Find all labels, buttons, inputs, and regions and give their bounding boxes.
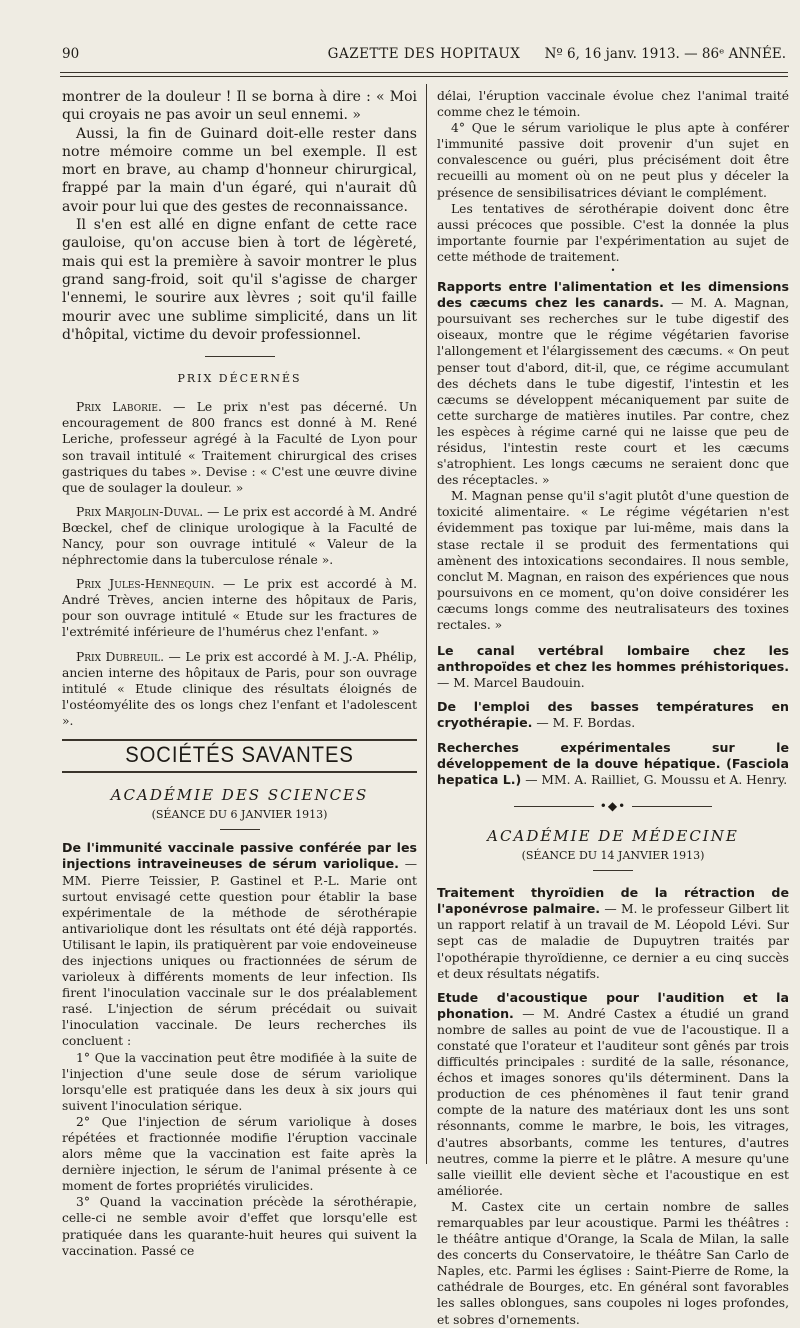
paragraph: 2° Que l'injection de sérum variolique à doses répétées et fractionnée modifie l'éruption vaccinale alors même que la vaccination est faite après la dernière injection, le sérum de l'animal présente à ce moment de fortes propriétés virulicides.: [62, 1114, 417, 1194]
paragraph: M. Castex cite un certain nombre de salles remarquables par leur acoustique. Parmi les théâtres : le théâtre antique d'Orange, la Scala de Milan, la salle des concerts du Conservatoire, le théâtre San Carlo de Naples, etc. Parmi les églises : Saint-Pierre de Rome, la cathédrale de Bourges, etc. En général sont favorables les salles oblongues, sans coupoles ni loges profondes, et sobres d'ornements.: [437, 1199, 789, 1327]
divider: [62, 739, 417, 741]
prize-text: — Le prix est accordé à M. André Trèves, ancien interne des hôpitaux de Paris, pour son ouvrage intitulé « Etude sur les fractures de l'extrémité inférieure de l'humérus chez l'enfant. »: [62, 577, 417, 640]
prize-name: Prix Dubreuil.: [76, 649, 164, 664]
prize-entry: [62, 576, 417, 640]
prize-entry: [62, 399, 417, 496]
prize-name: Prix Marjolin-Duval.: [76, 504, 204, 519]
article: [62, 840, 417, 1049]
prize-text: — Le prix est accordé à M. André Bœckel, chef de clinique urologique à la Faculté de Nancy, pour son ouvrage intitulé « Valeur de la néphrectomie dans la tuberculose rénale ».: [62, 504, 417, 568]
column-separator: [426, 84, 427, 1164]
seance-date: (SÉANCE DU 6 JANVIER 1913): [151, 808, 328, 822]
page-number: 90: [62, 46, 80, 62]
prize-entry: [62, 504, 417, 568]
article-text: — M. le professeur Gilbert lit un rapport relatif à un travail de M. Léopold Lévi. Sur sept cas de maladie de Dupuytren traités par l'opothérapie thyroïdienne, ce dernier a eu cinq succès et deux résultats négatifs.: [437, 902, 789, 981]
prize-name: Prix Jules-Hennequin.: [76, 577, 215, 592]
left-column: [62, 88, 417, 1259]
article-heading: Le canal vertébral lombaire chez les anthropoïdes et chez les hommes préhistoriques.: [437, 643, 789, 675]
paragraph: délai, l'éruption vaccinale évolue chez l'animal traité comme chez le témoin.: [437, 89, 789, 120]
article-text: — M. André Castex a étudié un grand nombre de salles au point de vue de l'acoustique. Il a constaté que l'orateur et l'auditeur sont gênés par trois difficultés principales : surdité de la salle, résonance, échos et images sonores qu'ils déterminent. Dans la production de ces phénomènes il faut tenir grand compte de la nature des matériaux dont les uns sont résonnants, comme le marbre, le bois, les vitrages, d'autres absorbants, comme les tentures, d'autres neutres, comme la pierre et le plâtre. A mesure qu'une salle vieillit elle devient sèche et l'acoustique en est améliorée.: [437, 1006, 789, 1198]
academie-title: ACADÉMIE DE MÉDECINE: [487, 826, 739, 845]
article: [437, 885, 789, 982]
divider: [205, 356, 275, 357]
paragraph: Il s'en est allé en digne enfant de cette race gauloise, qu'on accuse bien à tort de légèreté, mais qui est la première à savoir montrer le plus grand sang-froid, soit qu'il s'agisse de charger l'ennemi, le sourire aux lèvres ; soit qu'il faille mourir avec une sublime simplicité, dans un lit d'hôpital, victime du devoir professionnel.: [62, 217, 417, 343]
article-heading: Etude d'acoustique pour l'audition et la phonation.: [437, 989, 789, 1021]
article: [437, 990, 789, 1199]
article-text: ont surtout envisagé cette question pour établir la base expérimentale de la méthode de sérothérapie antivariolique dont les résultats ont été déjà rapportés. Utilisant le lapin, ils pratiquèrent par voie endoveineuse des injections uniques ou fractionnées de sérum de varioleux à différents moments de leur infection. Ils firent l'inoculation vaccinale sur le dos préalablement rasé. L'injection de sérum précédait ou suivait l'inoculation vaccinale. De leurs recherches ils concluent :: [62, 873, 417, 1049]
article: [437, 643, 789, 691]
article-heading: De l'immunité vaccinale passive conférée par les injections intraveineuses de sérum variolique.: [62, 840, 417, 872]
divider: [220, 829, 260, 830]
paragraph: montrer de la douleur ! Il se borna à dire : « Moi qui croyais ne pas avoir un seul ennemi. »: [62, 89, 417, 124]
article-authors: — MM. Pierre Teissier, P. Gastinel et P.-L. Marie: [62, 857, 417, 888]
separator-mark: •: [610, 266, 616, 276]
article: [437, 279, 789, 488]
prize-name: Prix Laborie.: [76, 400, 162, 415]
prize-entry: [62, 649, 417, 729]
right-column: [437, 88, 789, 1328]
seance-date: (SÉANCE DU 14 JANVIER 1913): [521, 849, 705, 863]
article-heading: Recherches expérimentales sur le développement de la douve hépatique. (Fasciola hepatica L.): [437, 739, 789, 787]
header-rule: [60, 72, 788, 73]
header-rule: [60, 76, 788, 77]
article-authors: — M. A. Magnan,: [671, 296, 789, 311]
article: [437, 699, 789, 731]
article-authors: — MM. A. Railliet, G. Moussu et A. Henry.: [525, 772, 788, 787]
divider: [62, 771, 417, 773]
paragraph: Les tentatives de sérothérapie doivent donc être aussi précoces que possible. C'est la donnée la plus importante fournie par l'expérimentation au sujet de cette méthode de traitement.: [437, 201, 789, 264]
paragraph: M. Magnan pense qu'il s'agit plutôt d'une question de toxicité alimentaire. « Le régime végétarien n'est évidemment pas toxique par lui-même, mais dans la stase rectale il se produit des fermentations qui amènent des intoxications secondaires. Il nous semble, conclut M. Magnan, en raison des expériences que nous poursuivons en ce moment, qu'on doive considérer les cæcums longs comme des neutralisateurs des toxines rectales. »: [437, 489, 789, 632]
article-heading: De l'emploi des basses températures en cryothérapie.: [437, 699, 789, 731]
divider: [593, 870, 633, 871]
article-authors: — M. F. Bordas.: [536, 716, 636, 731]
paragraph: 1° Que la vaccination peut être modifiée à la suite de l'injection d'une seule dose de sérum variolique lorsqu'elle est pratiquée dans les deux à six jours qui suivent l'inoculation sérique.: [62, 1050, 417, 1113]
paragraph: 3° Quand la vaccination précède la sérothérapie, celle-ci ne semble avoir d'effet que lorsqu'elle est pratiquée dans les quarante-huit heures qui suivent la vaccination. Passé ce: [62, 1195, 417, 1258]
page-header: [62, 46, 786, 66]
article-heading: Traitement thyroïdien de la rétraction de l'aponévrose palmaire.: [437, 885, 789, 917]
prize-text: — Le prix est accordé à M. J.-A. Phélip, ancien interne des hôpitaux de Paris, pour son ouvrage intitulé « Etude clinique des résultats éloignés de l'ostéomyélite des os longs chez l'enfant et l'adolescent ».: [62, 649, 417, 728]
ornament-divider: •◆•: [437, 798, 789, 814]
prize-text: — Le prix n'est pas décerné. Un encouragement de 800 francs est donné à M. René Leriche, professeur agrégé à la Faculté de Lyon pour son travail intitulé « Traitement chirurgical des crises gastriques du tabes ». Devise : « C'est une œuvre divine que de soulager la douleur. »: [62, 400, 417, 495]
article: [437, 740, 789, 788]
paragraph: Aussi, la fin de Guinard doit-elle rester dans notre mémoire comme un bel exemple. Il est mort en brave, au champ d'honneur chirurgical, frappé par la main d'un égaré, qui n'aurait dû avoir pour lui que des gestes de reconnaissance.: [62, 125, 417, 215]
article-authors: — M. Marcel Baudouin.: [437, 676, 585, 691]
section-title: PRIX DÉCERNÉS: [177, 372, 302, 386]
issue-info: Nº 6, 16 janv. 1913. — 86ᵉ ANNÉE.: [544, 46, 786, 62]
article-text: poursuivant ses recherches sur le tube digestif des oiseaux, montre que le régime végétarien favorise l'allongement et l'élargissement des cæcums. « On peut penser tout d'abord, dit-il, que, ce régime accumulant des déchets dans le tube digestif, l'intestin et les cæcums se développent mécaniquement par suite de cette surcharge de matières inutiles. Par contre, chez les espèces à régime carné qui ne laisse que peu de résidus, l'intestin reste court et les cæcums s'atrophient. Les longs cæcums ne seraient donc que des réceptacles. »: [437, 312, 789, 488]
article-heading: Rapports entre l'alimentation et les dimensions des cæcums chez les canards.: [437, 279, 789, 311]
academie-title: ACADÉMIE DES SCIENCES: [110, 786, 369, 805]
journal-title: GAZETTE DES HOPITAUX: [327, 46, 521, 62]
societes-title: SOCIÉTÉS SAVANTES: [125, 742, 354, 768]
paragraph: 4° Que le sérum variolique le plus apte à conférer l'immunité passive doit provenir d'un sujet en convalescence ou guéri, plus précisément doit être recueilli au moment où on ne peut plus y déceler la présence de sensibilisatrices déviant le complément.: [437, 121, 789, 200]
